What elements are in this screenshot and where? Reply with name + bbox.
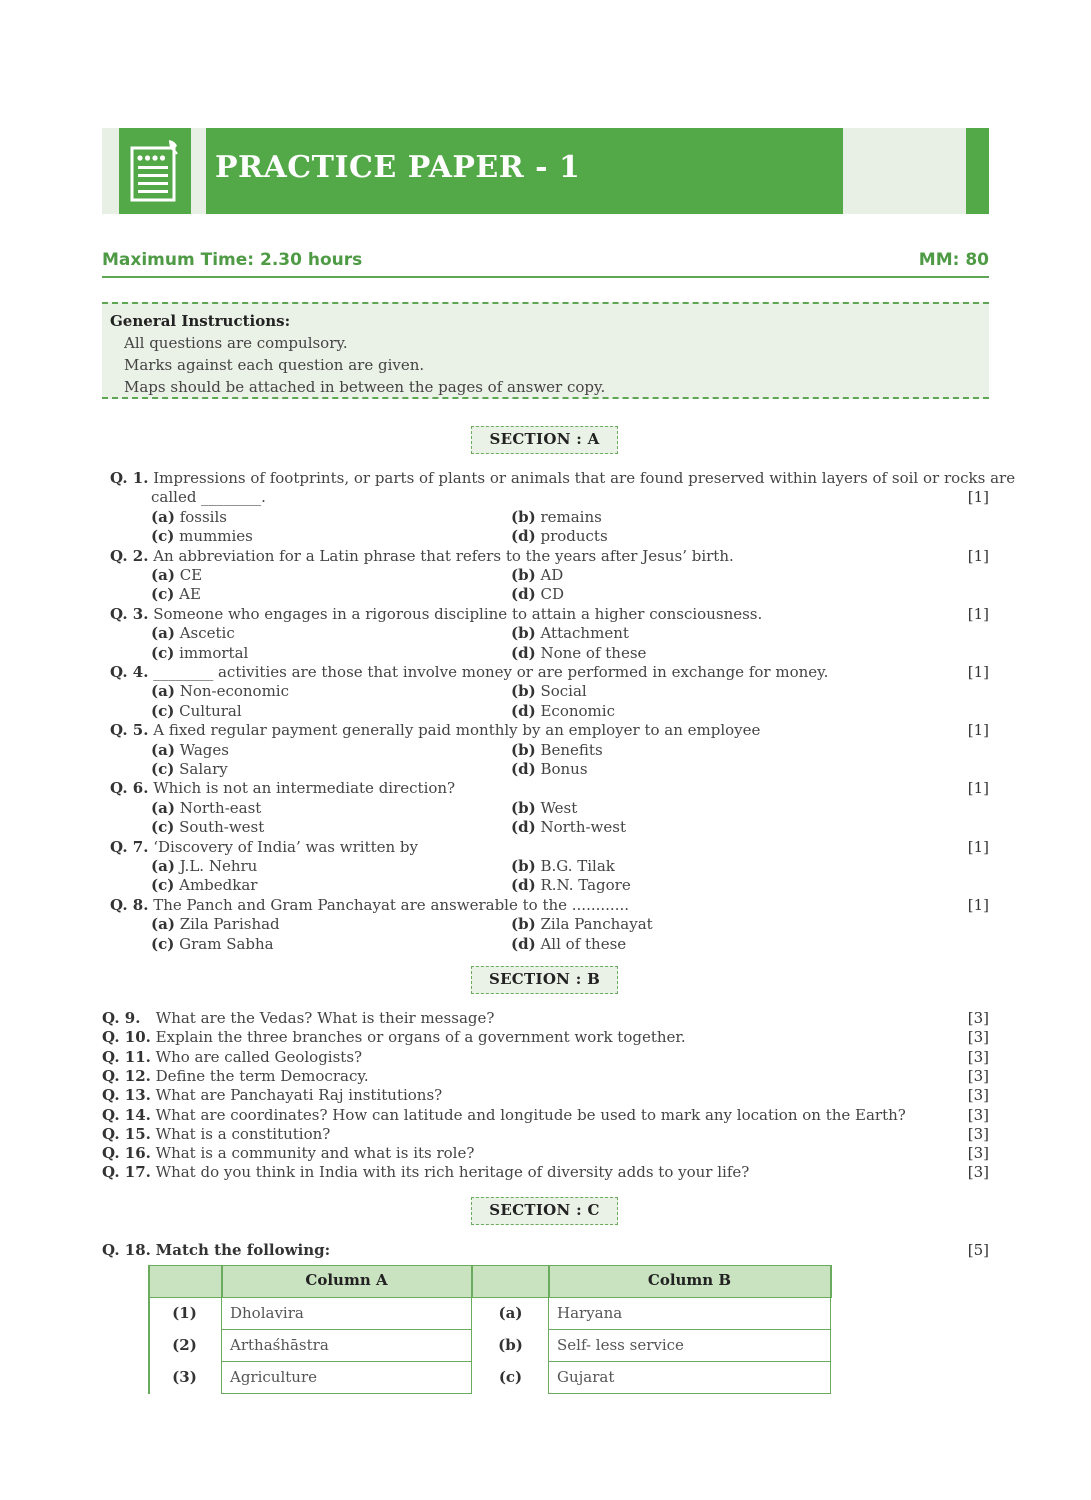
option-text: CE (179, 566, 203, 584)
option-c (151, 702, 242, 721)
option-text: Benefits (540, 740, 603, 759)
option-text: remains (540, 507, 602, 526)
question-text: An abbreviation for a Latin phrase that refers to the years after Jesus’ birth. (153, 546, 734, 565)
option-label: (a) (151, 798, 175, 817)
option-text: CD (540, 585, 564, 604)
option-text: Ambedkar (179, 876, 258, 895)
option-label: (b) (511, 682, 536, 701)
option-label: (d) (511, 701, 536, 720)
question-18 (102, 1241, 330, 1260)
question-14 (102, 1106, 906, 1125)
option-label: (a) (151, 682, 175, 701)
question-number: Q. 5. (110, 721, 149, 740)
column-b-letter: (c) (498, 1368, 523, 1386)
option-a (151, 566, 202, 585)
question-marks: [1] (967, 721, 989, 740)
option-text: J.L. Nehru (179, 857, 258, 875)
option-text: Zila Parishad (179, 915, 280, 934)
question-number: Q. 1. (110, 469, 149, 487)
question-marks: [3] (967, 1066, 989, 1085)
table-border (830, 1265, 832, 1298)
page-title: PRACTICE PAPER - 1 (215, 150, 581, 185)
option-label: (a) (151, 915, 175, 934)
question-6 (110, 779, 455, 798)
question-text: What are the Vedas? What is their message? (155, 1009, 495, 1027)
column-a-item: Dholavira (221, 1298, 472, 1330)
column-a-item: Agriculture (221, 1362, 472, 1394)
option-text: R.N. Tagore (540, 876, 631, 895)
option-d (511, 644, 646, 663)
option-label: (a) (151, 507, 175, 526)
question-marks: [3] (967, 1009, 989, 1027)
question-number: Q. 2. (110, 546, 149, 565)
header-icon-box (119, 128, 191, 214)
option-d (511, 760, 588, 779)
option-b (511, 915, 653, 934)
option-c (151, 935, 274, 954)
option-label: (c) (151, 585, 175, 604)
question-number: Q. 3. (110, 604, 149, 623)
question-text: Explain the three branches or organs of a government work together. (155, 1028, 686, 1047)
option-text: products (540, 527, 608, 546)
question-3 (110, 605, 762, 624)
question-number: Q. 15. (102, 1124, 151, 1143)
question-text: Who are called Geologists? (155, 1047, 363, 1066)
question-marks: [1] (967, 837, 989, 856)
question-number: Q. 4. (110, 663, 149, 681)
option-b (511, 741, 603, 760)
option-text: Zila Panchayat (540, 915, 653, 934)
option-text: Gram Sabha (179, 934, 274, 953)
question-text: Which is not an intermediate direction? (153, 779, 456, 798)
option-a (151, 624, 235, 643)
question-number: Q. 9. (102, 1009, 141, 1027)
question-number: Q. 12. (102, 1066, 151, 1085)
question-7 (110, 838, 418, 857)
question-marks: [1] (967, 488, 989, 507)
option-b (511, 508, 602, 527)
option-label: (c) (151, 818, 175, 837)
document-list-icon (127, 138, 183, 204)
column-a-number: (1) (172, 1304, 197, 1322)
option-label: (c) (151, 760, 175, 778)
question-text: What do you think in India with its rich heritage of diversity adds to your life? (155, 1163, 750, 1182)
question-5 (110, 721, 760, 740)
option-text: mummies (179, 527, 253, 546)
option-label: (b) (511, 798, 536, 817)
question-text: Impressions of footprints, or parts of plants or animals that are found preserved within layers of soil or rocks are (153, 469, 1016, 487)
option-text: None of these (540, 643, 647, 662)
title-box (206, 128, 843, 214)
question-text: ________ activities are those that involve money or are performed in exchange for money. (153, 663, 829, 681)
option-text: West (540, 798, 578, 817)
option-label: (c) (151, 876, 175, 895)
option-label: (d) (511, 818, 536, 837)
instruction-item: All questions are compulsory. (124, 334, 348, 352)
general-instructions (102, 302, 989, 399)
option-text: North-east (179, 798, 262, 817)
option-d (511, 876, 631, 895)
question-4 (110, 663, 828, 682)
question-marks: [3] (967, 1047, 989, 1066)
option-text: immortal (179, 643, 249, 662)
question-number: Q. 13. (102, 1086, 151, 1105)
option-text: AD (540, 566, 564, 584)
question-2 (110, 547, 734, 566)
question-marks: [1] (967, 546, 989, 565)
option-a (151, 857, 257, 876)
option-text: Salary (179, 760, 228, 778)
question-text: The Panch and Gram Panchayat are answerable to the ............ (153, 895, 629, 914)
option-label: (c) (151, 934, 175, 953)
option-text: North-west (540, 818, 626, 837)
instruction-item: Maps should be attached in between the pages of answer copy. (124, 378, 606, 396)
column-a-number: (3) (172, 1368, 197, 1386)
option-label: (d) (511, 527, 536, 546)
question-text: ‘Discovery of India’ was written by (153, 837, 419, 856)
question-text: Match the following: (155, 1241, 331, 1259)
question-1 (110, 469, 1015, 488)
option-text: Attachment (540, 624, 629, 643)
option-text: B.G. Tilak (540, 857, 615, 875)
question-17 (102, 1163, 749, 1182)
section-a-heading: SECTION : A (471, 426, 618, 454)
question-10 (102, 1028, 686, 1047)
question-number: Q. 18. (102, 1241, 151, 1259)
question-marks: [1] (967, 604, 989, 623)
option-d (511, 527, 608, 546)
question-9 (102, 1009, 494, 1028)
section-b-heading: SECTION : B (471, 966, 618, 994)
option-label: (d) (511, 585, 536, 604)
question-marks: [1] (967, 895, 989, 914)
question-text: What is a community and what is its role? (155, 1144, 475, 1163)
option-b (511, 857, 615, 876)
instruction-item: Marks against each question are given. (124, 356, 425, 374)
option-a (151, 915, 280, 934)
question-12 (102, 1067, 369, 1086)
option-b (511, 566, 563, 585)
option-text: fossils (179, 507, 227, 526)
question-number: Q. 8. (110, 895, 149, 914)
option-label: (c) (151, 527, 175, 546)
question-11 (102, 1048, 362, 1067)
question-8 (110, 896, 629, 915)
option-text: Bonus (540, 760, 588, 778)
option-c (151, 527, 253, 546)
option-text: South-west (179, 818, 265, 837)
option-d (511, 818, 626, 837)
column-a-header: Column A (305, 1271, 388, 1289)
option-text: Ascetic (179, 624, 235, 643)
option-label: (d) (511, 876, 536, 895)
question-text: Define the term Democracy. (155, 1066, 369, 1085)
question-marks: [3] (967, 1105, 989, 1124)
question-15 (102, 1125, 330, 1144)
option-label: (a) (151, 857, 175, 875)
question-text: Someone who engages in a rigorous discipline to attain a higher consciousness. (153, 604, 763, 623)
option-label: (c) (151, 643, 175, 662)
option-text: Economic (540, 701, 615, 720)
option-text: AE (179, 585, 201, 604)
question-text: What are coordinates? How can latitude and longitude be used to mark any location on the Earth? (155, 1105, 906, 1124)
section-c-heading: SECTION : C (471, 1197, 618, 1225)
question-marks: [3] (967, 1124, 989, 1143)
option-a (151, 682, 289, 701)
column-a-number: (2) (172, 1336, 197, 1354)
question-13 (102, 1086, 442, 1105)
column-b-letter: (b) (498, 1336, 523, 1354)
question-number: Q. 17. (102, 1163, 151, 1182)
question-text-continued: called ________. (151, 488, 266, 507)
option-text: Wages (179, 740, 229, 759)
option-label: (b) (511, 507, 536, 526)
question-number: Q. 10. (102, 1028, 151, 1047)
question-text: What are Panchayati Raj institutions? (155, 1086, 443, 1105)
column-a-item: Arthaśhāstra (221, 1330, 472, 1362)
option-text: All of these (540, 934, 627, 953)
option-c (151, 876, 257, 895)
option-label: (b) (511, 624, 536, 643)
option-label: (a) (151, 566, 175, 584)
question-marks: [3] (967, 1163, 989, 1182)
question-text: A fixed regular payment generally paid monthly by an employer to an employee (153, 721, 761, 740)
question-number: Q. 11. (102, 1047, 151, 1066)
max-marks: MM: 80 (918, 250, 989, 270)
option-d (511, 702, 615, 721)
question-text: What is a constitution? (155, 1124, 331, 1143)
column-b-header: Column B (647, 1271, 732, 1289)
question-16 (102, 1144, 474, 1163)
question-marks: [1] (967, 663, 989, 681)
question-number: Q. 14. (102, 1105, 151, 1124)
column-b-letter: (a) (498, 1304, 523, 1322)
header-banner (102, 128, 989, 214)
option-text: Non-economic (179, 682, 290, 701)
instructions-heading: General Instructions: (110, 312, 291, 330)
option-a (151, 799, 261, 818)
option-label: (d) (511, 934, 536, 953)
question-marks: [1] (967, 779, 989, 798)
option-a (151, 741, 229, 760)
option-b (511, 799, 577, 818)
option-d (511, 585, 564, 604)
option-b (511, 624, 629, 643)
option-c (151, 644, 248, 663)
option-label: (b) (511, 915, 536, 934)
option-c (151, 760, 228, 779)
table-border (471, 1265, 473, 1298)
option-text: Cultural (179, 701, 242, 720)
option-label: (a) (151, 624, 175, 643)
question-number: Q. 6. (110, 779, 149, 798)
option-label: (b) (511, 857, 536, 875)
option-a (151, 508, 227, 527)
column-b-item: Haryana (548, 1298, 831, 1330)
question-number: Q. 7. (110, 837, 149, 856)
option-c (151, 818, 264, 837)
question-marks: [3] (967, 1144, 989, 1163)
option-text: Social (540, 682, 587, 701)
option-label: (d) (511, 643, 536, 662)
header-accent-bar (966, 128, 989, 214)
question-marks: [5] (967, 1241, 989, 1259)
column-b-item: Gujarat (548, 1362, 831, 1394)
question-number: Q. 16. (102, 1144, 151, 1163)
option-label: (a) (151, 740, 175, 759)
option-d (511, 935, 626, 954)
exam-meta (102, 250, 989, 278)
max-time: Maximum Time: 2.30 hours (102, 250, 363, 270)
option-label: (c) (151, 701, 175, 720)
option-b (511, 682, 587, 701)
option-label: (d) (511, 760, 536, 778)
column-b-item: Self- less service (548, 1330, 831, 1362)
option-c (151, 585, 201, 604)
question-marks: [3] (967, 1028, 989, 1047)
question-marks: [3] (967, 1086, 989, 1105)
option-label: (b) (511, 566, 536, 584)
option-label: (b) (511, 740, 536, 759)
